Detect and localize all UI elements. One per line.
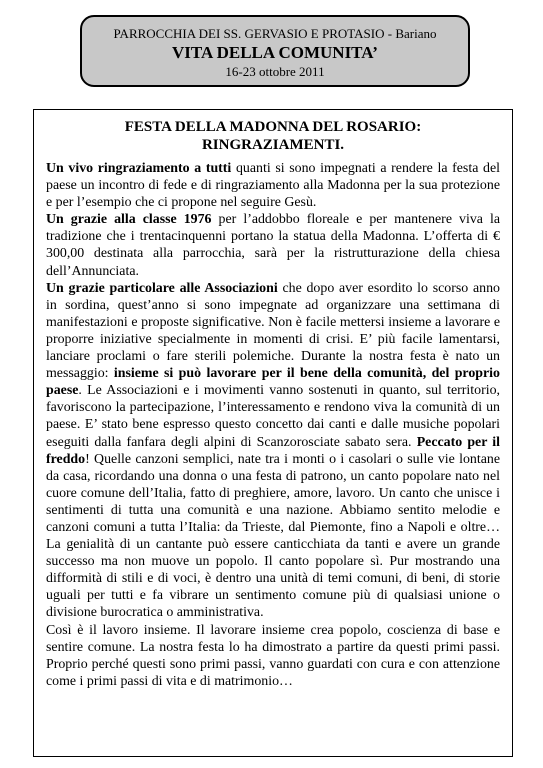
header-banner [80,15,470,87]
paragraph-lead: Un grazie alla classe 1976 [46,212,212,228]
article-title-line2: RINGRAZIAMENTI. [201,137,345,153]
article-title [46,118,500,154]
paragraph-thanks-associations [46,280,500,622]
paragraph-body: ! Quelle canzoni semplici, nate tra i monti o i casolari o sulle vie lontane da casa, ricordando una donna o una festa di patrono, un canto popolare nato nel cuore comune dell’Italia, fatto di preghiere, amore, lavoro. Un canto che unisce i sentimenti di tutta una comunità e una nazione. Abbiamo sentito melodie e canzoni comuni a tutta l’Italia: da Trieste, dal Piemonte, fino a Napoli e oltre… La genialità di un cantante può essere canticchiata da tanti e avere un grande successo ma non muove un popolo. Il canto popolare sì. Pur mostrando una difformità di stili e di voci, è dentro una unità di temi comuni, di beni, di storie uguali per tutti e fa vibrare un sentimento comune più di qualsiasi unione o divisione burocratica o amministrativa. [46,451,500,621]
paragraph-body: . Le Associazioni e i movimenti vanno sostenuti in quanto, sul territorio, favoriscono la partecipazione, l’interessamento e rendono viva la comunità di un paese. E’ stato bene espresso questo concetto dai canti e dalle musiche popolari eseguiti dalla fanfara degli alpini di Scanzorosciate sabato sera. [46,383,500,450]
parish-name: PARROCCHIA DEI SS. GERVASIO E PROTASIO - Bariano [113,26,437,41]
paragraph-emphasis: insieme si può lavorare per il bene della comunità, del proprio paese [46,366,500,399]
paragraph-body: per l’addobbo floreale e per mantenere viva la tradizione che i trentacinquenni portano la statua della Madonna. L’offerta di € 300,00 destinata alla parrocchia, sarà per la ristrutturazione della chiesa dell’Annunciata. [46,212,501,279]
paragraph-thanks-all [46,160,500,211]
article-box [33,109,513,757]
paragraph-body: quanti si sono impegnati a rendere la festa del paese un incontro di fede e di ringraziamento alla Madonna per la sua protezione e per l’esempio che ci propone nel seguire Gesù. [46,161,500,211]
newsletter-title: VITA DELLA COMUNITA’ [172,43,378,62]
paragraph-lead: Un grazie particolare alle Associazioni [46,280,278,296]
paragraph-lead: Un vivo ringraziamento a tutti [46,161,232,176]
paragraph-body: Così è il lavoro insieme. Il lavorare insieme crea popolo, coscienza di base e sentire comune. La nostra festa lo ha dimostrato a partire da questi primi passi. Proprio perché questi sono primi passi, vanno guardati con cura e con attenzione come i primi passi di vita e di matrimonio… [46,622,500,689]
paragraph-body: che dopo aver esordito lo scorso anno in sordina, quest’anno si sono impegnate ad organizzare una settimana di manifestazioni e proposte significative. Non è facile mettersi insieme a lavorare e proporre iniziative specialmente in momenti di crisi. E’ più facile lamentarsi, lanciare proclami o fare sterili polemiche. Durante la nostra festa è nato un messaggio: [46,280,500,382]
paragraph-working-together [46,622,500,690]
article-title-line1: FESTA DELLA MADONNA DEL ROSARIO: [124,119,422,135]
paragraph-thanks-class-1976 [46,211,500,279]
paragraph-emphasis: Peccato per il freddo [46,434,501,467]
issue-date: 16-23 ottobre 2011 [225,64,325,79]
